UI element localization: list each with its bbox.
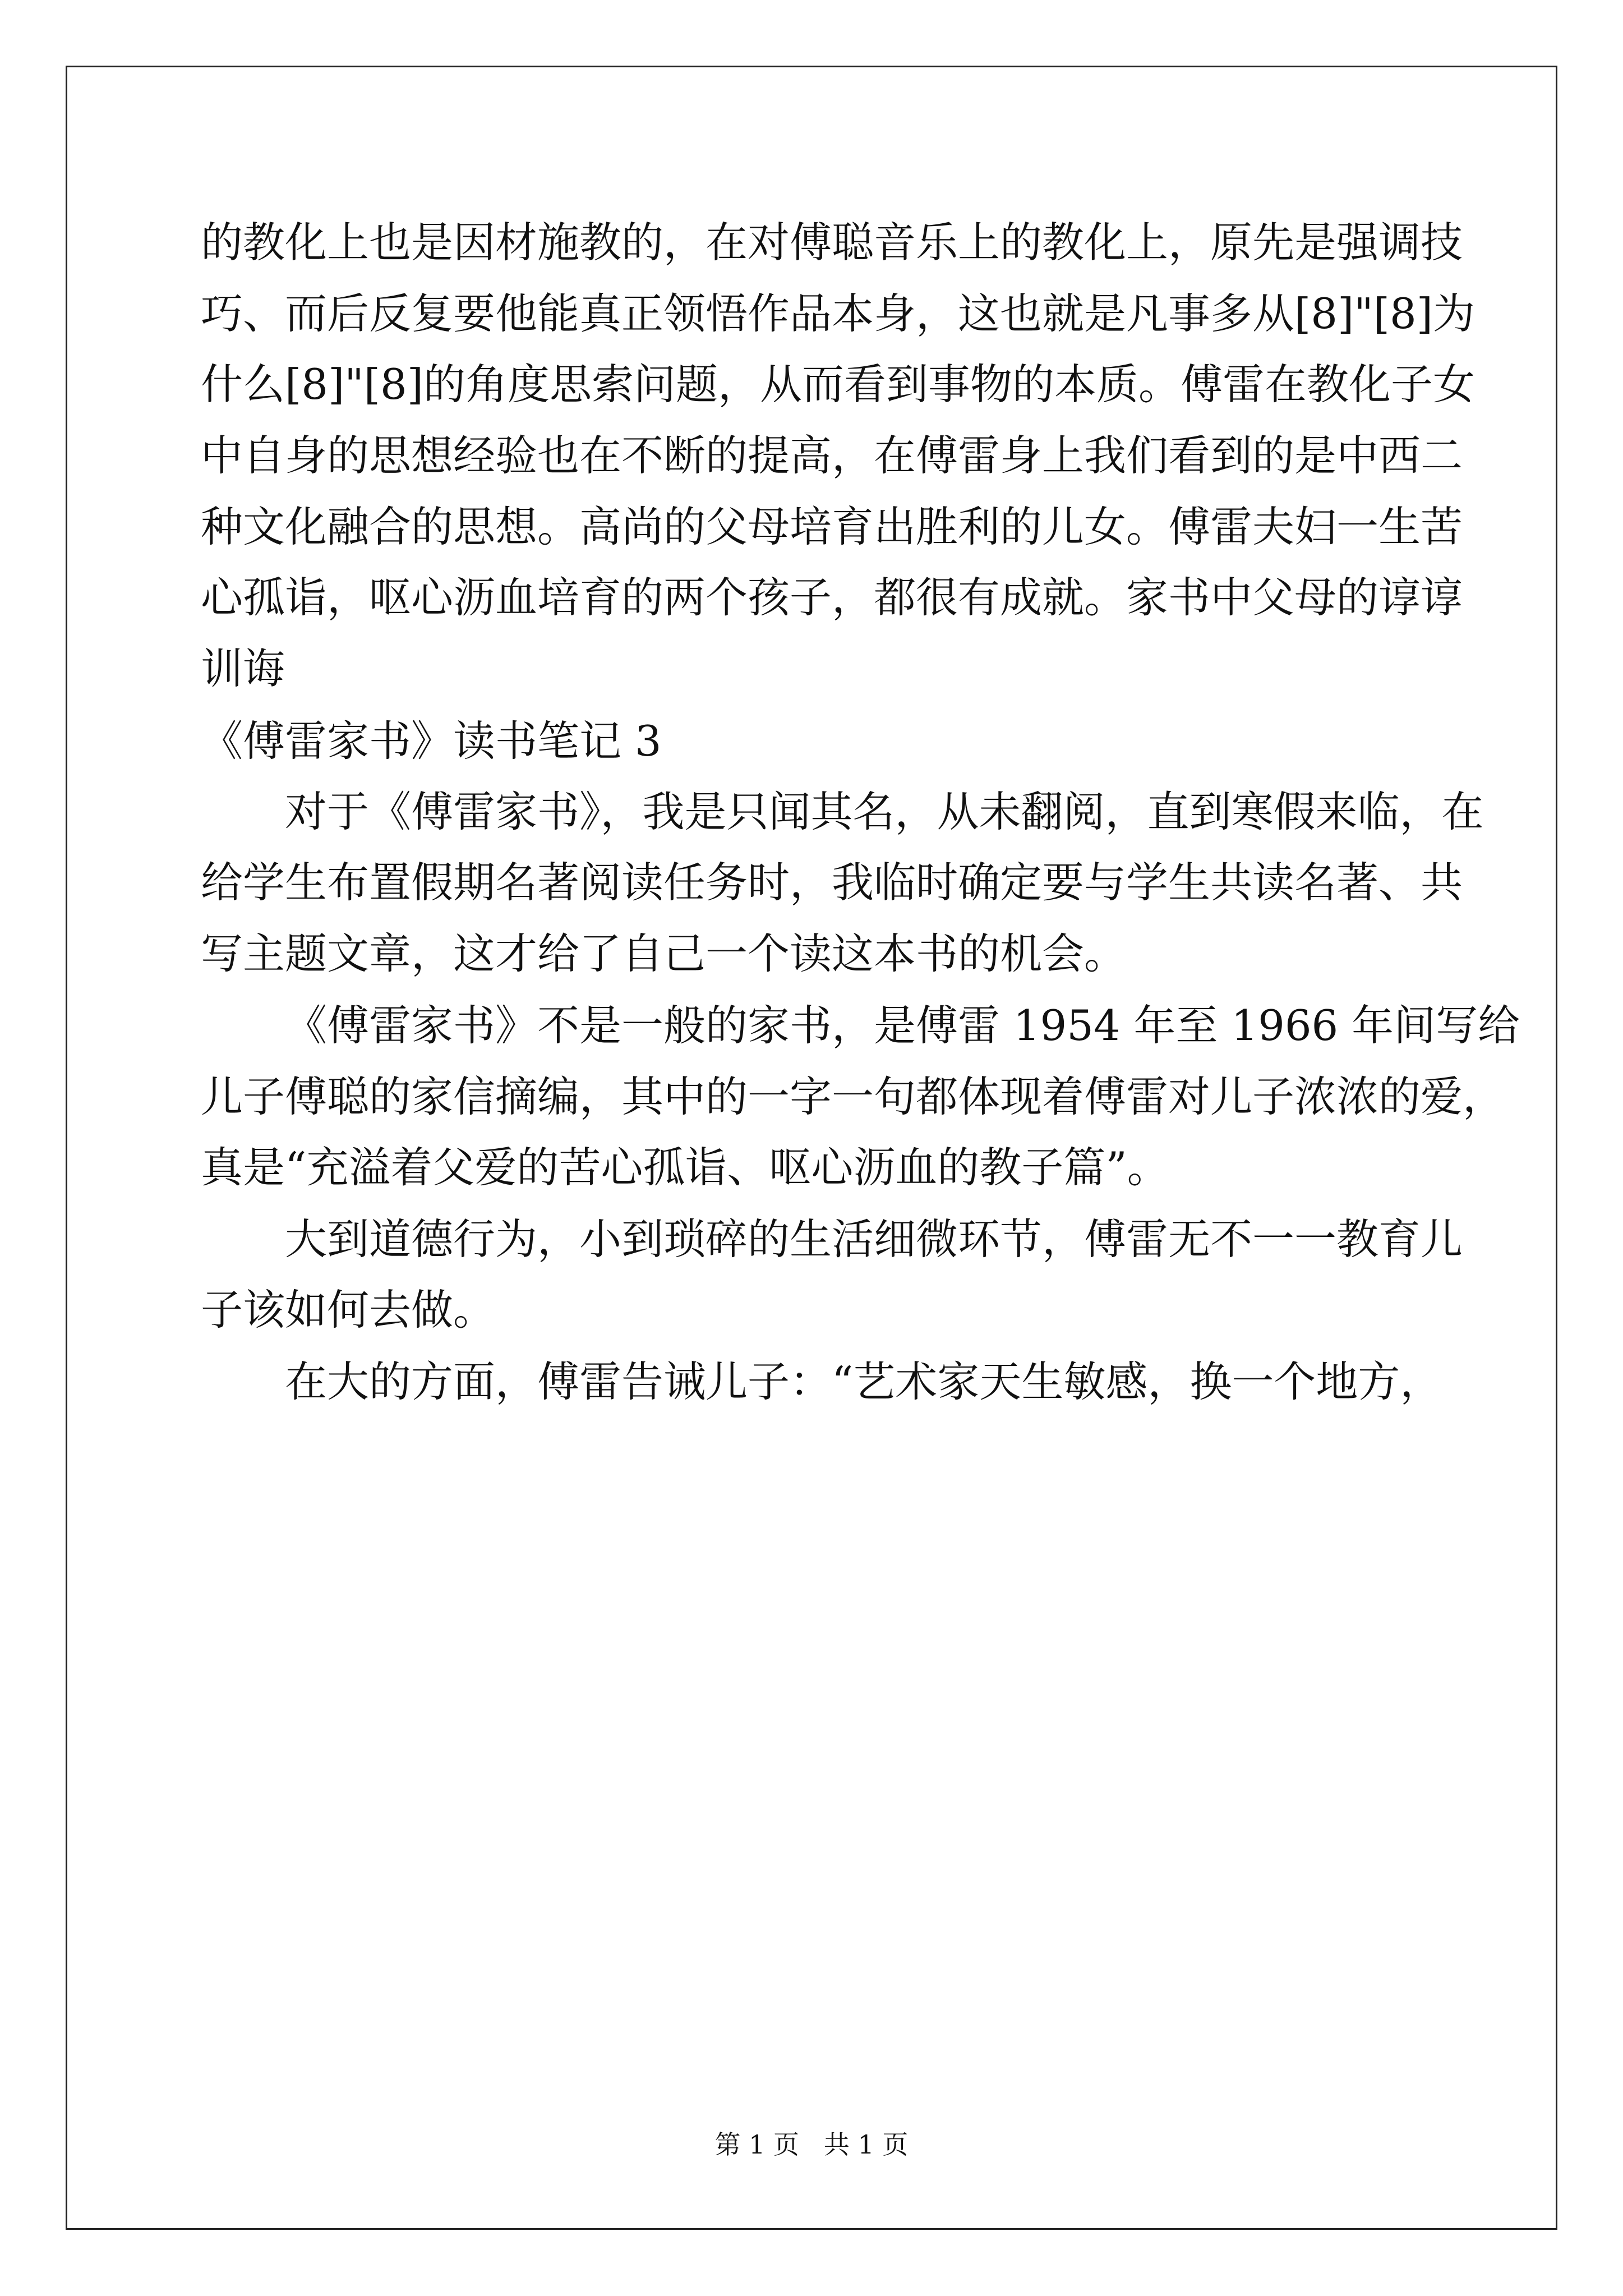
paragraph-line: 种文化融合的思想。高尚的父母培育出胜利的儿女。傅雷夫妇一生苦 (201, 502, 1463, 551)
page-number-footer: 第 1 页 共 1 页 (714, 2129, 909, 2160)
paragraph-line: 巧、而后反复要他能真正领悟作品本身，这也就是凡事多从[8]"[8]为 (201, 289, 1475, 338)
paragraph-line: 写主题文章，这才给了自己一个读这本书的机会。 (201, 929, 1127, 978)
paragraph-line: 在大的方面，傅雷告诫儿子：“艺术家天生敏感，换一个地方， (285, 1357, 1442, 1406)
paragraph-line: 训诲 (201, 644, 285, 693)
paragraph-line: 的教化上也是因材施教的，在对傅聪音乐上的教化上，原先是强调技 (201, 218, 1463, 267)
paragraph-line: 子该如何去做。 (201, 1285, 496, 1335)
paragraph-line: 给学生布置假期名著阅读任务时，我临时确定要与学生共读名著、共 (201, 858, 1463, 907)
paragraph-line: 心孤诣，呕心沥血培育的两个孩子，都很有成就。家书中父母的谆谆 (201, 573, 1463, 622)
paragraph-line: 《傅雷家书》不是一般的家书，是傅雷 1954 年至 1966 年间写给 (285, 1001, 1520, 1050)
paragraph-line: 真是“充溢着父爱的苦心孤诣、呕心沥血的教子篇”。 (201, 1143, 1169, 1192)
paragraph-line: 什么[8]"[8]的角度思索问题，从而看到事物的本质。傅雷在教化子女 (201, 360, 1475, 409)
paragraph-line: 儿子傅聪的家信摘编，其中的一字一句都体现着傅雷对儿子浓浓的爱， (201, 1072, 1505, 1121)
paragraph-line: 中自身的思想经验也在不断的提高，在傅雷身上我们看到的是中西二 (201, 431, 1463, 480)
paragraph-line: 大到道德行为，小到琐碎的生活细微环节，傅雷无不一一教育儿 (285, 1214, 1463, 1264)
section-heading: 《傅雷家书》读书笔记 3 (201, 716, 662, 766)
paragraph-line: 对于《傅雷家书》，我是只闻其名，从未翻阅，直到寒假来临，在 (285, 787, 1484, 836)
